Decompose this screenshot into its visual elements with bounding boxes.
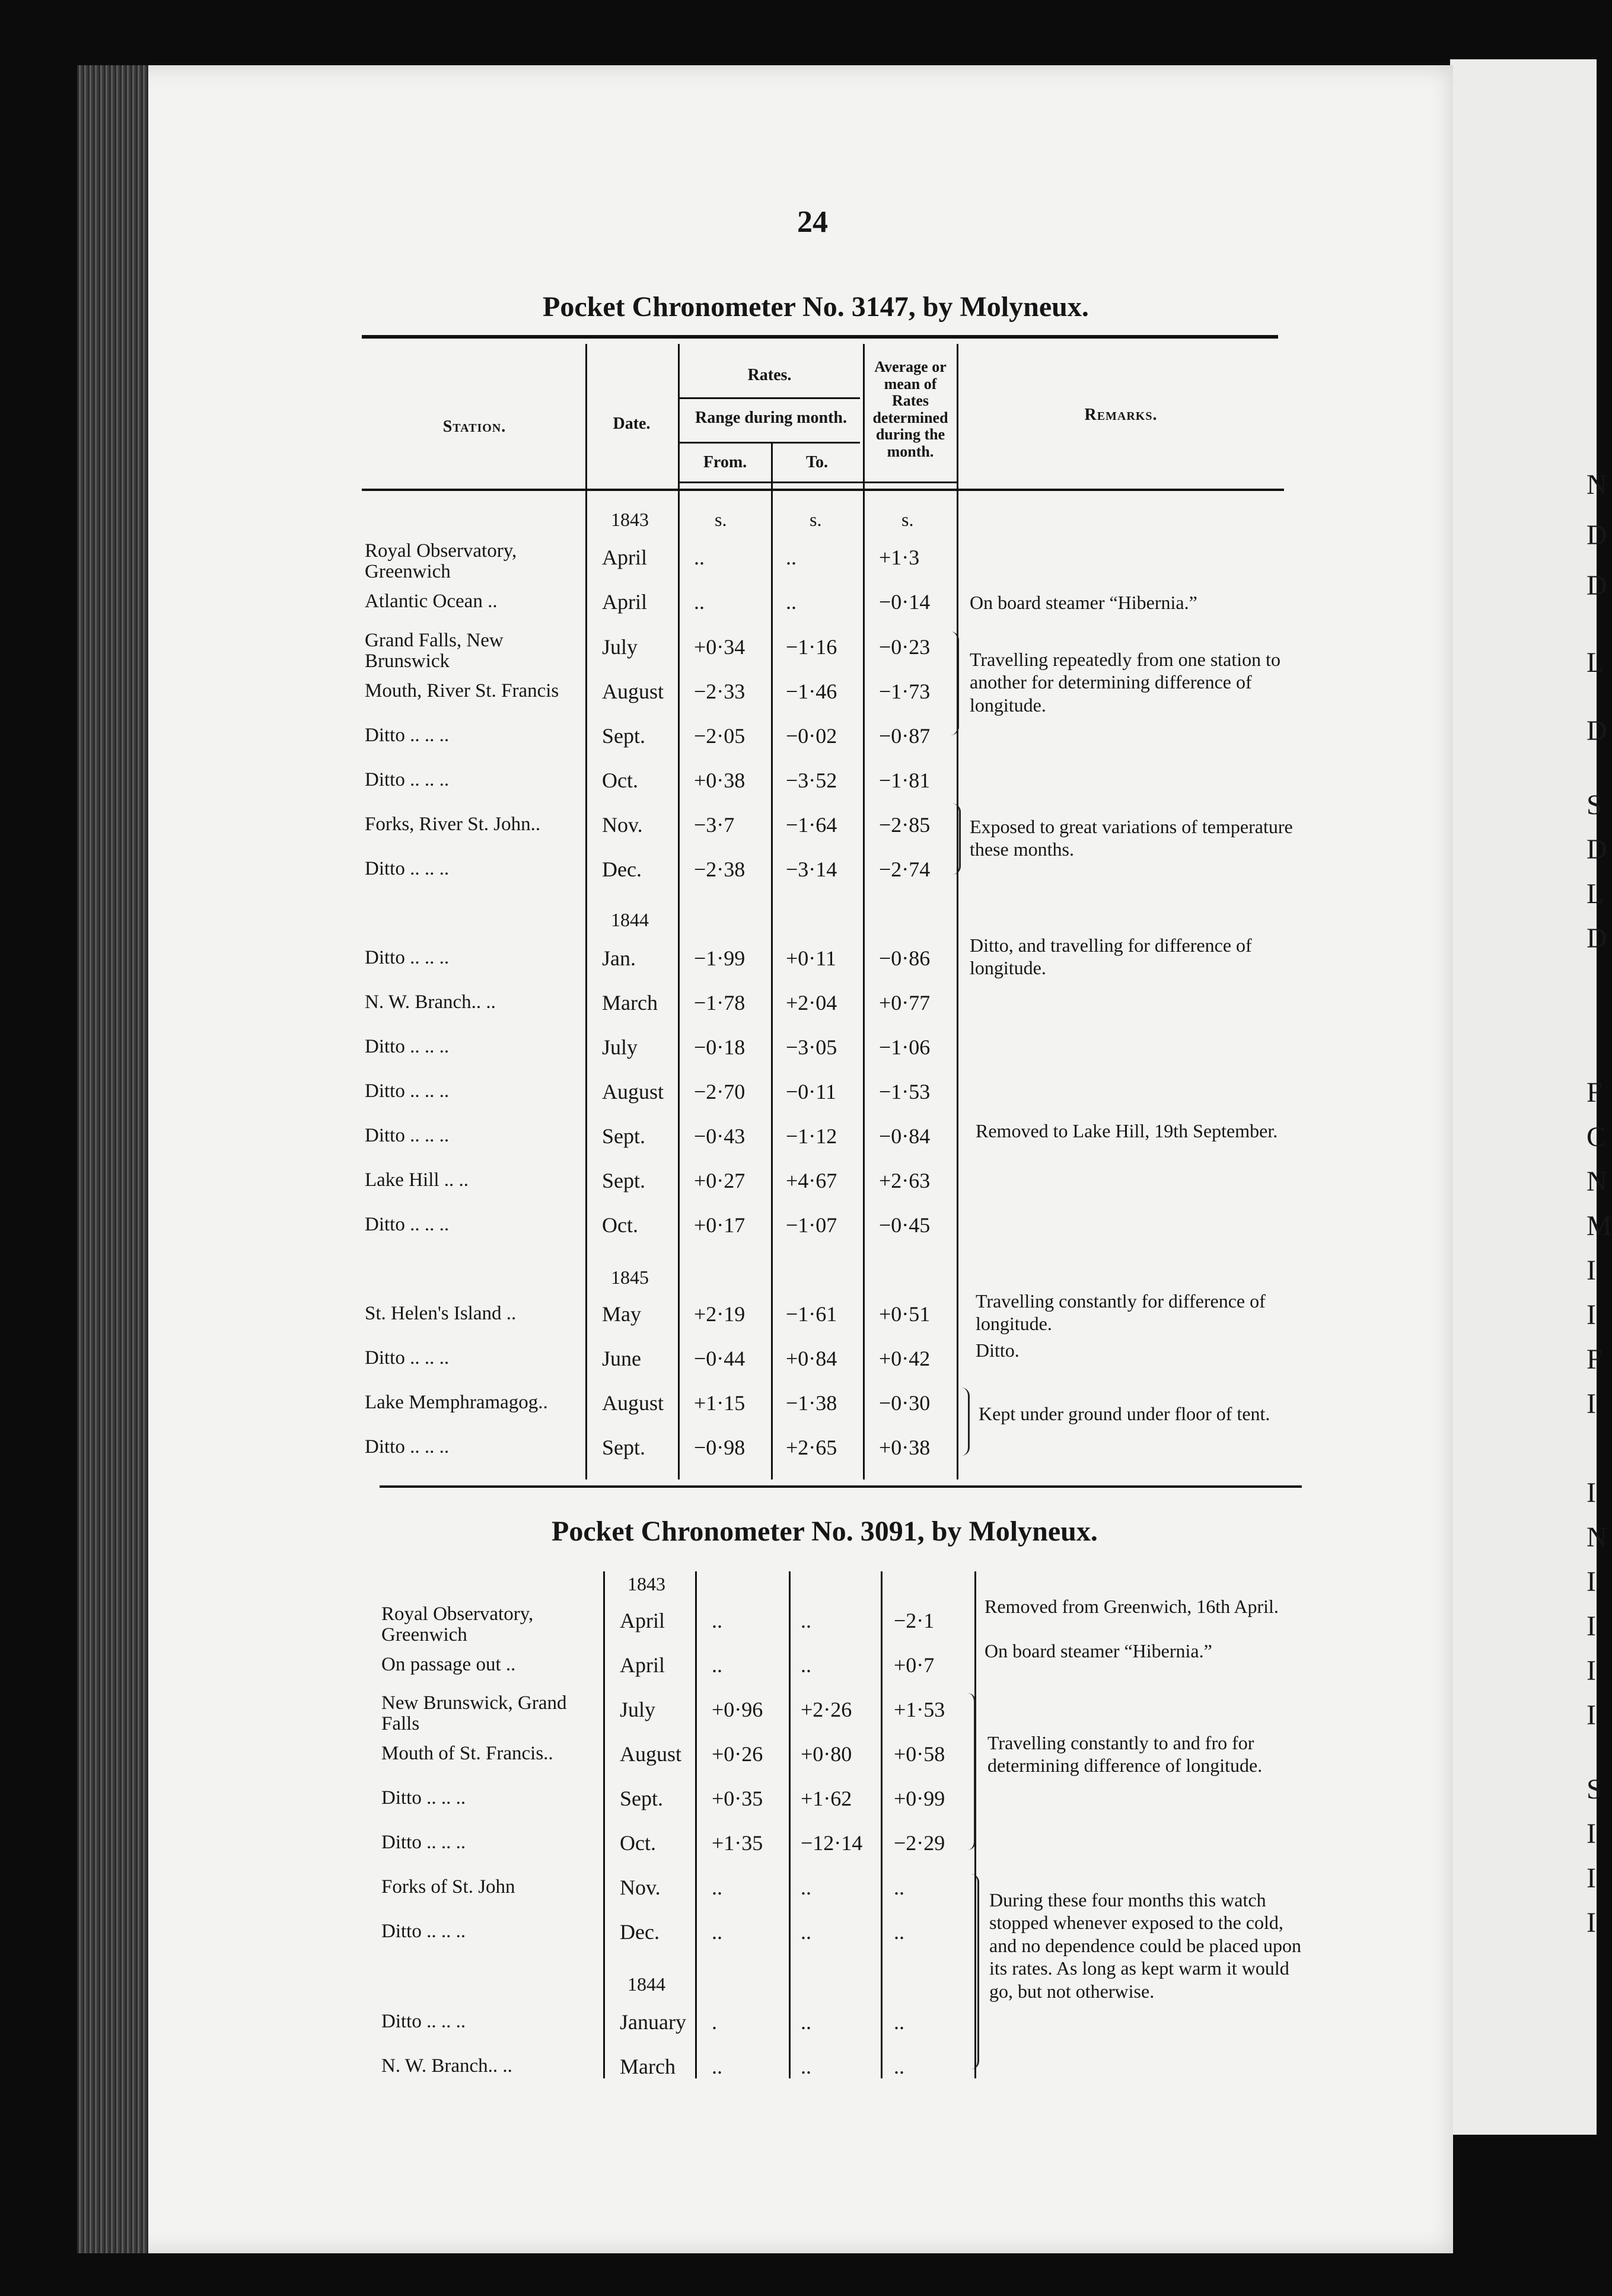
brace-5 xyxy=(969,1874,979,2069)
table1-header-rule xyxy=(362,489,1284,491)
date-cell: March xyxy=(602,991,658,1015)
page-binding-edge xyxy=(77,65,148,2253)
adjacent-page-letter: I xyxy=(1586,1907,1596,1938)
remark-text: Kept under ground under floor of tent. xyxy=(979,1403,1270,1424)
station-cell: Grand Falls, New Brunswick xyxy=(365,630,504,672)
avg-cell: −1·73 xyxy=(879,680,931,703)
from-cell: −1·78 xyxy=(694,991,746,1015)
to-cell: −3·14 xyxy=(786,857,837,881)
adjacent-page-letter: S xyxy=(1586,789,1603,821)
from-cell: +0·38 xyxy=(694,768,746,792)
remark-text: During these four months this watch stopped whenever exposed to the cold, and no dependence could be placed upon its rates. As long as kept warm it would go, but not otherwise. xyxy=(989,1889,1302,2002)
table1-bottom-rule xyxy=(380,1485,1302,1488)
date-cell: August xyxy=(602,1080,664,1104)
date-cell: April xyxy=(620,1609,665,1632)
avg-cell: −1·06 xyxy=(879,1035,931,1059)
from-cell: −2·33 xyxy=(694,680,746,703)
to-cell: +2·04 xyxy=(786,991,837,1015)
col-line-date xyxy=(585,344,587,1479)
avg-cell: +2·63 xyxy=(879,1169,931,1192)
from-cell: .. xyxy=(712,2055,722,2078)
adjacent-page-letter: S xyxy=(1586,1774,1603,1805)
to-cell: .. xyxy=(801,1653,811,1677)
adjacent-page-letter: I xyxy=(1586,1299,1596,1331)
avg-cell: −0·84 xyxy=(879,1124,931,1148)
header-average: Average or mean of Rates determined during the month. xyxy=(872,358,948,460)
avg-cell: −0·86 xyxy=(879,946,931,970)
unit-label: s. xyxy=(810,509,822,530)
to-cell: .. xyxy=(786,590,797,614)
station-cell: N. W. Branch.. .. xyxy=(381,2055,512,2077)
avg-cell: .. xyxy=(894,1876,904,1899)
station-cell: Ditto .. .. .. xyxy=(365,1036,450,1057)
date-cell: Sept. xyxy=(620,1787,664,1810)
adjacent-page-letter: I xyxy=(1586,1863,1596,1894)
avg-cell: −0·30 xyxy=(879,1391,931,1415)
from-cell: . xyxy=(712,2010,717,2034)
station-cell: Ditto .. .. .. xyxy=(365,1125,450,1146)
avg-cell: +0·38 xyxy=(879,1436,931,1459)
station-cell: Ditto .. .. .. xyxy=(365,725,450,746)
from-cell: −2·05 xyxy=(694,724,746,748)
date-cell: Nov. xyxy=(602,813,643,837)
date-cell: June xyxy=(602,1347,641,1370)
station-cell: Ditto .. .. .. xyxy=(365,1436,450,1458)
date-cell: August xyxy=(620,1742,682,1766)
adjacent-page-letter: I xyxy=(1586,1611,1596,1642)
from-cell: +0·17 xyxy=(694,1213,746,1237)
station-cell: Lake Memphramagog.. xyxy=(365,1392,548,1413)
avg-cell: −2·85 xyxy=(879,813,931,837)
avg-cell: −2·29 xyxy=(894,1831,945,1855)
from-cell: +0·26 xyxy=(712,1742,763,1766)
unit-label: s. xyxy=(715,509,727,530)
from-cell: +0·96 xyxy=(712,1698,763,1721)
brace-3 xyxy=(960,1388,970,1456)
header-remarks: Remarks. xyxy=(1084,406,1158,424)
from-cell: +1·35 xyxy=(712,1831,763,1855)
remark-text: Ditto, and travelling for difference of longitude. xyxy=(970,935,1252,979)
to-cell: +2·65 xyxy=(786,1436,837,1459)
station-cell: Ditto .. .. .. xyxy=(365,769,450,790)
to-cell: −1·38 xyxy=(786,1391,837,1415)
avg-cell: −1·53 xyxy=(879,1080,931,1104)
adjacent-page-letter: D xyxy=(1586,519,1607,551)
from-cell: .. xyxy=(694,590,705,614)
to-cell: −0·02 xyxy=(786,724,837,748)
table1-top-rule xyxy=(362,335,1278,339)
avg-cell: .. xyxy=(894,2055,904,2078)
from-cell: .. xyxy=(712,1920,722,1944)
from-cell: +0·34 xyxy=(694,635,746,659)
from-cell: .. xyxy=(694,546,705,569)
t2-col-line-from xyxy=(695,1571,697,2078)
adjacent-page-letter: F xyxy=(1586,1344,1603,1375)
to-cell: −3·05 xyxy=(786,1035,837,1059)
to-cell: .. xyxy=(801,1609,811,1632)
col-line-remarks xyxy=(957,344,958,1479)
year-label: 1844 xyxy=(611,909,649,930)
station-cell: Ditto .. .. .. xyxy=(381,1787,466,1809)
from-cell: −3·7 xyxy=(694,813,735,837)
avg-cell: −0·23 xyxy=(879,635,931,659)
avg-cell: +0·7 xyxy=(894,1653,935,1677)
header-date: Date. xyxy=(613,414,651,433)
to-cell: .. xyxy=(801,1876,811,1899)
from-cell: −2·38 xyxy=(694,857,746,881)
adjacent-page-letter: D xyxy=(1586,570,1607,601)
header-to: To. xyxy=(805,453,829,471)
from-cell: +0·27 xyxy=(694,1169,746,1192)
remark-text: Exposed to great variations of temperature these months. xyxy=(970,816,1293,860)
from-cell: .. xyxy=(712,1653,722,1677)
from-cell: +0·35 xyxy=(712,1787,763,1810)
station-cell: Ditto .. .. .. xyxy=(381,2011,466,2032)
from-cell: −2·70 xyxy=(694,1080,746,1104)
to-cell: +4·67 xyxy=(786,1169,837,1192)
adjacent-page-letter: L xyxy=(1586,647,1604,678)
adjacent-page-letter: N xyxy=(1586,1522,1607,1553)
avg-cell: −1·81 xyxy=(879,768,931,792)
brace-2 xyxy=(951,803,961,875)
station-cell: Ditto .. .. .. xyxy=(365,1214,450,1235)
station-cell: Mouth, River St. Francis xyxy=(365,680,559,701)
station-cell: N. W. Branch.. .. xyxy=(365,991,496,1013)
station-cell: Ditto .. .. .. xyxy=(381,1832,466,1853)
from-cell: −0·43 xyxy=(694,1124,746,1148)
to-cell: −12·14 xyxy=(801,1831,863,1855)
page-number: 24 xyxy=(797,205,828,239)
adjacent-page-letter: I xyxy=(1586,1477,1596,1509)
brace-1 xyxy=(949,632,959,735)
to-cell: +1·62 xyxy=(801,1787,852,1810)
date-cell: Jan. xyxy=(602,946,636,970)
avg-cell: .. xyxy=(894,2010,904,2034)
date-cell: April xyxy=(602,546,647,569)
date-cell: Sept. xyxy=(602,1169,646,1192)
station-cell: Atlantic Ocean .. xyxy=(365,591,498,612)
station-cell: Ditto .. .. .. xyxy=(365,1080,450,1102)
header-range: Range during month. xyxy=(695,409,847,427)
station-cell: Mouth of St. Francis.. xyxy=(381,1743,553,1764)
station-cell: Lake Hill .. .. xyxy=(365,1169,469,1191)
t2-col-line-to xyxy=(789,1571,791,2078)
avg-cell: .. xyxy=(894,1920,904,1944)
adjacent-page-letter: N xyxy=(1586,1166,1607,1197)
avg-cell: +1·3 xyxy=(879,546,920,569)
to-cell: −1·12 xyxy=(786,1124,837,1148)
station-cell: New Brunswick, Grand Falls xyxy=(381,1692,567,1734)
avg-cell: +0·58 xyxy=(894,1742,945,1766)
station-cell: Forks, River St. John.. xyxy=(365,814,541,835)
remark-text: On board steamer “Hibernia.” xyxy=(985,1640,1212,1662)
avg-cell: +1·53 xyxy=(894,1698,945,1721)
date-cell: Sept. xyxy=(602,1124,646,1148)
year-label: 1843 xyxy=(627,1573,665,1595)
header-from: From. xyxy=(703,453,747,471)
to-cell: +0·80 xyxy=(801,1742,852,1766)
adjacent-page-letter: F xyxy=(1586,1077,1603,1108)
date-cell: Sept. xyxy=(602,724,646,748)
date-cell: Nov. xyxy=(620,1876,661,1899)
adjacent-page-letter: M xyxy=(1586,1210,1612,1242)
adjacent-page-letter: C xyxy=(1586,1121,1606,1153)
remark-text: Travelling constantly for difference of longitude. xyxy=(976,1290,1266,1335)
from-cell: −0·98 xyxy=(694,1436,746,1459)
station-cell: Ditto .. .. .. xyxy=(365,858,450,879)
date-cell: Oct. xyxy=(602,1213,638,1237)
avg-cell: −2·1 xyxy=(894,1609,935,1632)
date-cell: March xyxy=(620,2055,676,2078)
station-cell: St. Helen's Island .. xyxy=(365,1303,517,1324)
brace-4 xyxy=(966,1693,976,1850)
to-cell: .. xyxy=(801,2010,811,2034)
table1-title: Pocket Chronometer No. 3147, by Molyneux. xyxy=(543,291,1089,323)
adjacent-page-letter: I xyxy=(1586,1566,1596,1597)
remark-text: Removed from Greenwich, 16th April. xyxy=(985,1596,1279,1617)
adjacent-page-letter: I xyxy=(1586,1818,1596,1849)
from-cell: +1·15 xyxy=(694,1391,746,1415)
date-cell: Oct. xyxy=(602,768,638,792)
station-cell: Ditto .. .. .. xyxy=(365,947,450,968)
date-cell: August xyxy=(602,680,664,703)
adjacent-page-letter: D xyxy=(1586,834,1607,865)
col-line-avg xyxy=(863,344,865,1479)
avg-cell: −0·45 xyxy=(879,1213,931,1237)
year-label: 1845 xyxy=(611,1267,649,1288)
date-cell: April xyxy=(620,1653,665,1677)
adjacent-page-letter: D xyxy=(1586,715,1607,747)
date-cell: July xyxy=(602,635,638,659)
header-station: Station. xyxy=(442,417,506,436)
to-cell: .. xyxy=(786,546,797,569)
to-cell: −1·46 xyxy=(786,680,837,703)
to-cell: −1·16 xyxy=(786,635,837,659)
remark-text: Removed to Lake Hill, 19th September. xyxy=(976,1120,1278,1141)
t2-col-line-avg xyxy=(881,1571,883,2078)
adjacent-page-letter: N xyxy=(1586,469,1607,500)
to-cell: +2·26 xyxy=(801,1698,852,1721)
header-rates: Rates. xyxy=(747,366,792,384)
to-cell: .. xyxy=(801,2055,811,2078)
to-cell: −1·64 xyxy=(786,813,837,837)
date-cell: Sept. xyxy=(602,1436,646,1459)
adjacent-page-edge xyxy=(1450,59,1612,2135)
avg-cell: +0·99 xyxy=(894,1787,945,1810)
to-cell: +0·84 xyxy=(786,1347,837,1370)
unit-label: s. xyxy=(901,509,914,530)
units-rule xyxy=(679,481,958,483)
station-cell: Ditto .. .. .. xyxy=(381,1921,466,1942)
to-cell: −0·11 xyxy=(786,1080,836,1104)
to-cell: +0·11 xyxy=(786,946,836,970)
adjacent-page-letter: D xyxy=(1586,923,1607,954)
avg-cell: +0·77 xyxy=(879,991,931,1015)
station-cell: Forks of St. John xyxy=(381,1876,515,1898)
to-cell: −3·52 xyxy=(786,768,837,792)
date-cell: Dec. xyxy=(602,857,642,881)
from-cell: .. xyxy=(712,1876,722,1899)
date-cell: April xyxy=(602,590,647,614)
date-cell: May xyxy=(602,1302,641,1326)
remark-text: Ditto. xyxy=(976,1340,1020,1361)
avg-cell: −0·87 xyxy=(879,724,931,748)
to-cell: −1·07 xyxy=(786,1213,837,1237)
station-cell: Royal Observatory, Greenwich xyxy=(381,1603,534,1646)
col-line-from xyxy=(678,344,680,1479)
from-to-rule xyxy=(679,442,860,444)
t2-col-line-date xyxy=(603,1571,605,2078)
date-cell: July xyxy=(602,1035,638,1059)
from-cell: −0·18 xyxy=(694,1035,746,1059)
remark-text: Travelling constantly to and fro for determining difference of longitude. xyxy=(987,1732,1263,1777)
adjacent-page-letter: I xyxy=(1586,1655,1596,1686)
date-cell: July xyxy=(620,1698,656,1721)
adjacent-page-letter: I xyxy=(1586,1699,1596,1731)
remark-text: Travelling repeatedly from one station to another for determining difference of longitude. xyxy=(970,649,1281,716)
table2-title: Pocket Chronometer No. 3091, by Molyneux. xyxy=(552,1516,1098,1547)
date-cell: Oct. xyxy=(620,1831,656,1855)
year-label: 1844 xyxy=(627,1973,665,1995)
from-cell: .. xyxy=(712,1609,722,1632)
col-line-to xyxy=(771,442,773,1479)
date-cell: January xyxy=(620,2010,686,2034)
from-cell: +2·19 xyxy=(694,1302,746,1326)
range-rule xyxy=(679,397,860,399)
from-cell: −1·99 xyxy=(694,946,746,970)
station-cell: On passage out .. xyxy=(381,1654,516,1675)
date-cell: Dec. xyxy=(620,1920,660,1944)
avg-cell: −2·74 xyxy=(879,857,931,881)
avg-cell: +0·42 xyxy=(879,1347,931,1370)
to-cell: .. xyxy=(801,1920,811,1944)
station-cell: Royal Observatory, Greenwich xyxy=(365,540,517,582)
from-cell: −0·44 xyxy=(694,1347,746,1370)
adjacent-page-letter: I xyxy=(1586,1255,1596,1286)
year-label: 1843 xyxy=(611,509,649,530)
adjacent-page-letter: L xyxy=(1586,878,1604,910)
adjacent-page-letter: I xyxy=(1586,1388,1596,1420)
avg-cell: +0·51 xyxy=(879,1302,931,1326)
to-cell: −1·61 xyxy=(786,1302,837,1326)
date-cell: August xyxy=(602,1391,664,1415)
avg-cell: −0·14 xyxy=(879,590,931,614)
remark-text: On board steamer “Hibernia.” xyxy=(970,592,1197,613)
station-cell: Ditto .. .. .. xyxy=(365,1347,450,1369)
